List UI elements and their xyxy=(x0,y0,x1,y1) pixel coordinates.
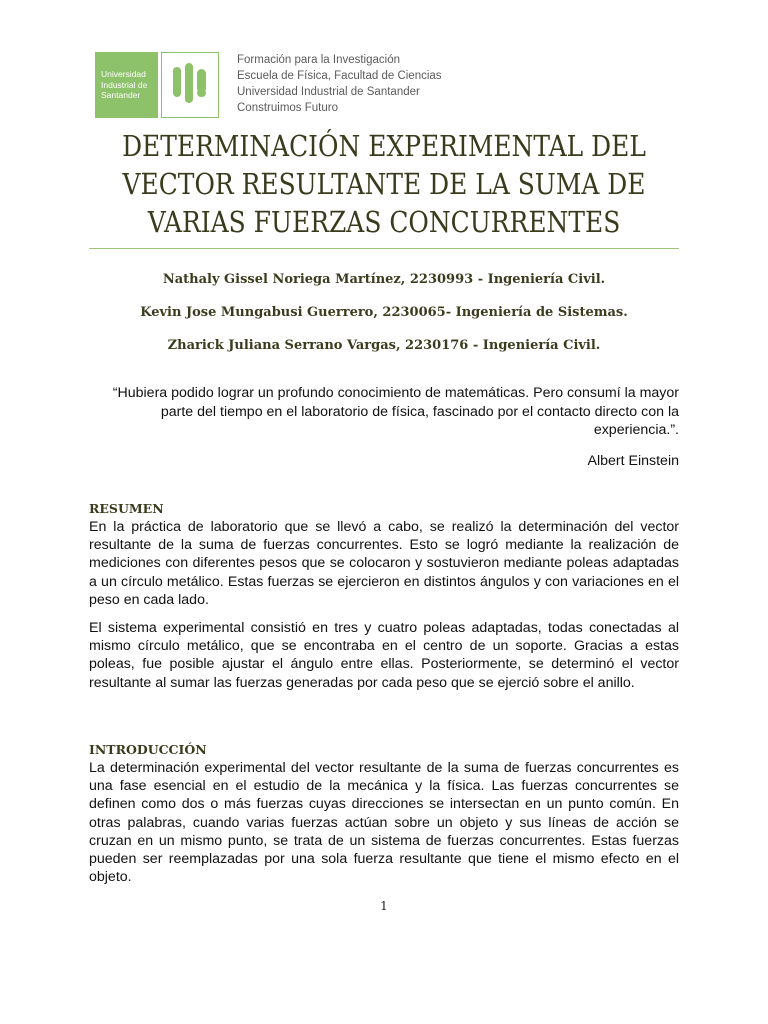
author-line-2: Kevin Jose Mungabusi Guerrero, 2230065- Ingeniería de Sistemas. xyxy=(140,305,628,320)
header-line-school: Escuela de Física, Facultad de Ciencias xyxy=(237,70,442,82)
header-line-university: Universidad Industrial de Santander xyxy=(237,86,420,98)
title-line-2: VECTOR RESULTANTE DE LA SUMA DE xyxy=(122,167,646,201)
uis-monogram-icon xyxy=(162,53,218,117)
author-line-3: Zharick Juliana Serrano Vargas, 2230176 - Ingeniería Civil. xyxy=(167,338,601,353)
resumen-paragraph-2: El sistema experimental consistió en tres y cuatro poleas adaptadas, todas conectadas al mismo círculo metálico, que se encontraba en el centro de un soporte. Gracias a estas poleas, fue posible ajustar el ángulo entre ellas. Posteriormente, se determinó el vector resultante al sumar las fuerzas generadas por cada peso que se ejerció sobre el anillo. xyxy=(89,620,679,691)
header-line-program: Formación para la Investigación xyxy=(237,54,400,66)
paper-title xyxy=(88,127,680,241)
resumen-paragraph-1: En la práctica de laboratorio que se llevó a cabo, se realizó la determinación del vector resultante de la suma de fuerzas concurrentes. Esto se logró mediante la realización de mediciones con diferentes pesos que se colocaron y sostuvieron mediante poleas adaptadas a un círculo metálico. Estas fuerzas se ejercieron en distintos ángulos y con variaciones en el peso en cada lado. xyxy=(89,519,679,608)
epigraph-quote: “Hubiera podido lograr un profundo conocimiento de matemáticas. Pero consumí la mayor parte del tiempo en el laboratorio de física, fascinado por el contacto directo con la experiencia.”. xyxy=(112,385,679,438)
title-line-3: VARIAS FUERZAS CONCURRENTES xyxy=(147,205,621,239)
title-divider xyxy=(89,248,679,249)
institution-header xyxy=(95,52,675,118)
header-line-motto: Construimos Futuro xyxy=(237,102,338,114)
university-logo-panel xyxy=(95,52,158,118)
introduccion-heading: INTRODUCCIÓN xyxy=(89,742,207,757)
introduccion-paragraph-1: La determinación experimental del vector resultante de la suma de fuerzas concurrentes es una fase esencial en el estudio de la mecánica y la física. Las fuerzas concurrentes se definen como dos o más fuerzas cuyas direcciones se intersectan en un punto común. En otras palabras, cuando varias fuerzas actúan sobre un objeto y sus líneas de acción se cruzan en un mismo punto, se trata de un sistema de fuerzas concurrentes. Estas fuerzas pueden ser reemplazadas por una sola fuerza resultante que tiene el mismo efecto en el objeto. xyxy=(89,760,679,886)
title-line-1: DETERMINACIÓN EXPERIMENTAL DEL xyxy=(122,129,646,163)
epigraph-author: Albert Einstein xyxy=(587,453,679,469)
author-line-1: Nathaly Gissel Noriega Martínez, 2230993 - Ingeniería Civil. xyxy=(162,272,606,287)
institution-lines xyxy=(237,52,442,116)
resumen-heading: RESUMEN xyxy=(89,501,164,516)
page-number: 1 xyxy=(380,899,388,913)
uis-logo-mark xyxy=(161,52,219,118)
university-logo-text: Universidad Industrial de Santander xyxy=(101,69,148,101)
